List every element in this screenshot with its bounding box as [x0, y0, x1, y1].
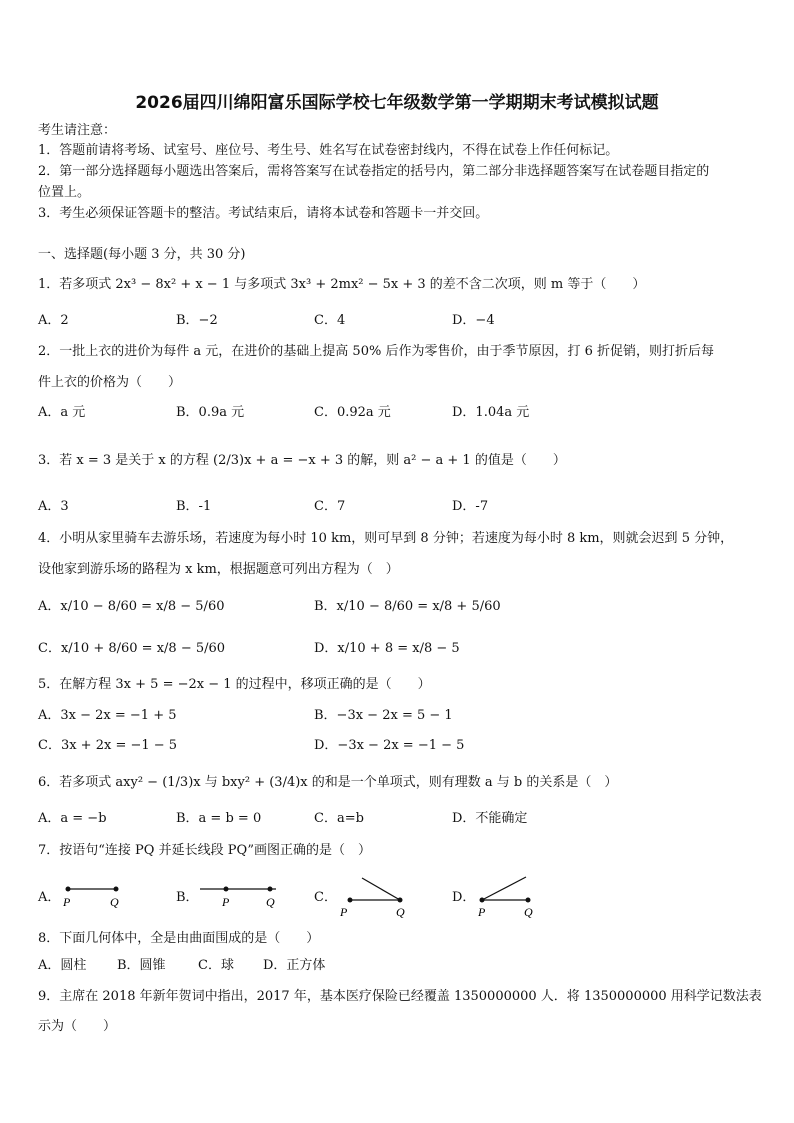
q2-option-c[interactable]: C．0.92a 元 [314, 405, 391, 420]
point-label-p: P [340, 905, 348, 918]
question-4: 4．小明从家里骑车去游乐场，若速度为每小时 10 km，则可早到 8 分钟；若速度为每小时 8 km，则就会迟到 5 分钟， [38, 531, 734, 546]
question-2-cont: 件上衣的价格为（ ） [38, 375, 182, 390]
q1-option-c[interactable]: C．4 [314, 313, 346, 328]
question-1: 1．若多项式 2x³ − 8x² + x − 1 与多项式 3x³ + 2mx² − 5x + 3 的差不含二次项，则 m 等于（ ） [38, 277, 646, 292]
notice-item: 3．考生必须保证答题卡的整洁。考试结束后，请将本试卷和答题卡一并交回。 [38, 206, 489, 221]
point-label-q: Q [524, 905, 533, 918]
q4-option-b[interactable]: B．x/10 − 8/60 = x/8 + 5/60 [314, 599, 501, 614]
q6-option-b[interactable]: B．a = b = 0 [176, 811, 262, 826]
q7-figure-d [476, 872, 566, 918]
notice-item: 2．第一部分选择题每小题选出答案后，需将答案写在试卷指定的括号内，第二部分非选择题答案写在试卷题目指定的 [38, 164, 710, 179]
q1-option-a[interactable]: A．2 [38, 313, 69, 328]
q8-option-b[interactable]: B．圆锥 [117, 958, 166, 973]
q7-option-a[interactable]: A． [38, 890, 61, 905]
q1-option-d[interactable]: D．−4 [452, 313, 495, 328]
q7-option-c[interactable]: C． [314, 890, 337, 905]
q2-option-d[interactable]: D．1.04a 元 [452, 405, 530, 420]
q6-option-d[interactable]: D．不能确定 [452, 811, 528, 826]
notice-item: 位置上。 [38, 185, 91, 200]
q8-option-c[interactable]: C．球 [198, 958, 234, 973]
q4-option-a[interactable]: A．x/10 − 8/60 = x/8 − 5/60 [38, 599, 225, 614]
section-heading: 一、选择题(每小题 3 分，共 30 分) [38, 247, 246, 262]
q4-option-d[interactable]: D．x/10 + 8 = x/8 − 5 [314, 641, 460, 656]
q7-figure-a [60, 880, 150, 910]
page-title: 2026届四川绵阳富乐国际学校七年级数学第一学期期末考试模拟试题 [135, 93, 659, 113]
point-label-q: Q [266, 895, 275, 909]
question-4-cont: 设他家到游乐场的路程为 x km，根据题意可列出方程为（ ） [38, 562, 399, 577]
q1-option-b[interactable]: B．−2 [176, 313, 218, 328]
q2-option-b[interactable]: B．0.9a 元 [176, 405, 245, 420]
q3-option-b[interactable]: B．-1 [176, 499, 212, 514]
notice-heading: 考生请注意： [38, 123, 117, 138]
q4-option-c[interactable]: C．x/10 + 8/60 = x/8 − 5/60 [38, 641, 226, 656]
notice-item: 1．答题前请将考场、试室号、座位号、考生号、姓名写在试卷密封线内，不得在试卷上作任何标记。 [38, 143, 619, 158]
point-label-q: Q [396, 905, 405, 918]
q7-option-b[interactable]: B． [176, 890, 199, 905]
question-2: 2．一批上衣的进价为每件 a 元，在进价的基础上提高 50% 后作为零售价，由于季节原因，打 6 折促销，则打折后每 [38, 344, 714, 359]
q5-option-a[interactable]: A．3x − 2x = −1 + 5 [38, 708, 177, 723]
q7-figure-c [338, 872, 428, 918]
question-5: 5．在解方程 3x + 5 = −2x − 1 的过程中，移项正确的是（ ） [38, 677, 431, 692]
question-9-cont: 示为（ ） [38, 1019, 117, 1034]
point-label-p: P [63, 895, 71, 909]
point-label-q: Q [110, 895, 119, 909]
question-7: 7．按语句“连接 PQ 并延长线段 PQ”画图正确的是（ ） [38, 843, 372, 858]
point-label-p: P [478, 905, 486, 918]
q2-option-a[interactable]: A．a 元 [38, 405, 86, 420]
q7-option-d[interactable]: D． [452, 890, 476, 905]
q5-option-c[interactable]: C．3x + 2x = −1 − 5 [38, 738, 178, 753]
question-3: 3．若 x = 3 是关于 x 的方程 (2/3)x + a = −x + 3 的解，则 a² − a + 1 的值是（ ） [38, 453, 566, 468]
q3-option-c[interactable]: C．7 [314, 499, 346, 514]
point-label-p: P [222, 895, 230, 909]
question-6: 6．若多项式 axy² − (1/3)x 与 bxy² + (3/4)x 的和是一个单项式，则有理数 a 与 b 的关系是（ ） [38, 775, 618, 790]
q3-option-d[interactable]: D．-7 [452, 499, 489, 514]
q8-option-d[interactable]: D．正方体 [263, 958, 326, 973]
question-8: 8．下面几何体中，全是由曲面围成的是（ ） [38, 931, 320, 946]
q6-option-c[interactable]: C．a=b [314, 811, 364, 826]
q5-option-b[interactable]: B．−3x − 2x = 5 − 1 [314, 708, 453, 723]
q7-figure-b [198, 880, 288, 910]
q5-option-d[interactable]: D．−3x − 2x = −1 − 5 [314, 738, 465, 753]
q3-option-a[interactable]: A．3 [38, 499, 69, 514]
q6-option-a[interactable]: A．a = −b [38, 811, 107, 826]
question-9: 9．主席在 2018 年新年贺词中指出，2017 年，基本医疗保险已经覆盖 1350000000 人．将 1350000000 用科学记数法表 [38, 989, 762, 1004]
q8-option-a[interactable]: A．圆柱 [38, 958, 87, 973]
